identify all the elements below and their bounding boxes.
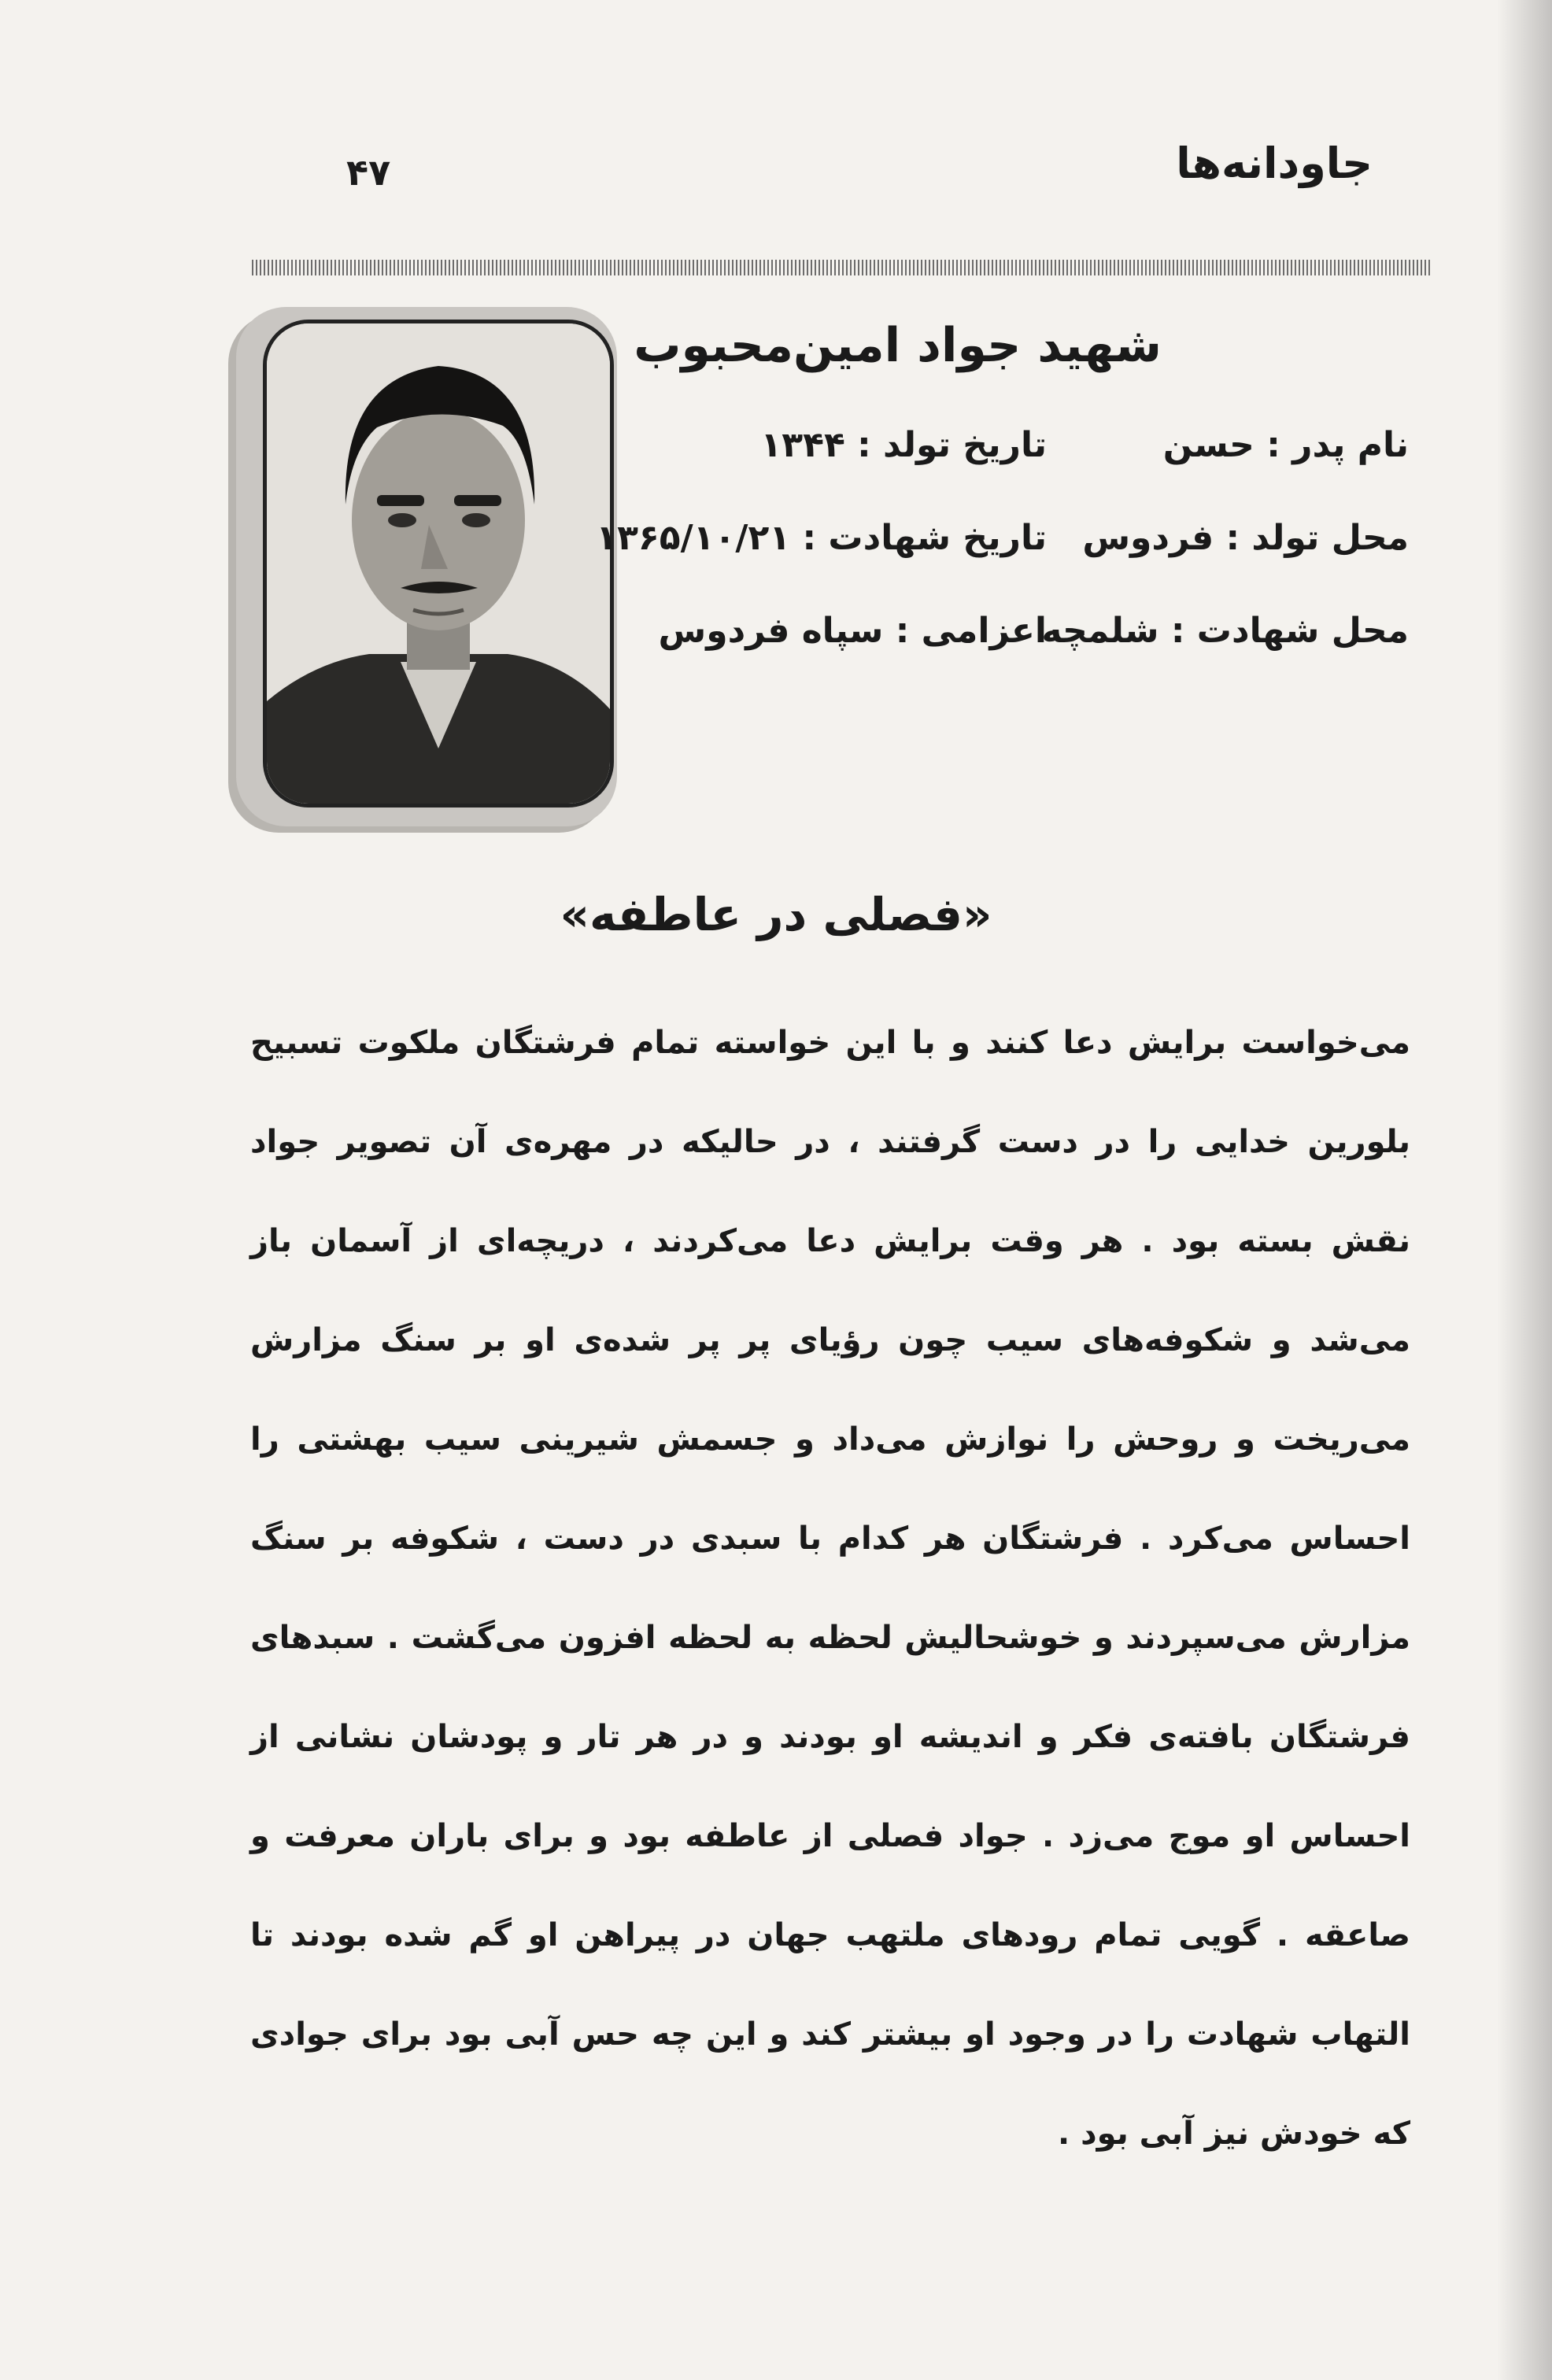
header-divider bbox=[252, 260, 1431, 275]
body-paragraph: می‌خواست برایش دعا کنند و با این خواسته تمام فرشتگان ملکوت تسبیح بلورین خدایی را در دست گرفتند ، در حالیکه در مهره‌ی آن تصویر جواد نقش بسته بود . هر وقت برایش دعا می‌کردند ، دریچه‌ای از آسمان باز می‌شد و شکوفه‌های سیب چون رؤیای پر پر شده‌ی او بر سنگ مزارش می‌ریخت و روحش را نوازش می‌داد و جسمش شیرینی سیب بهشتی را احساس می‌کرد . فرشتگان هر کدام با سبدی در دست ، شکوفه بر سنگ مزارش می‌سپردند و خوشحالیش لحظه به لحظه افزون می‌گشت . سبدهای فرشتگان بافته‌ی فکر و اندیشه او بودند و در هر تار و پودشان نشانی از احساس او موج می‌زد . جواد فصلی از عاطفه بود و برای باران معرفت و صاعقه . گویی تمام رودهای ملتهب جهان در پیراهن او گم شده بودند تا التهاب شهادت را در وجود او بیشتر کند و این چه حس آبی بود برای جوادی که خودش نیز آبی بود . bbox=[250, 1025, 1410, 2152]
birth-place: محل تولد : فردوس bbox=[1082, 518, 1409, 558]
father-name: نام پدر : حسن bbox=[1162, 425, 1409, 465]
info-row-2 bbox=[596, 518, 1409, 573]
running-title: جاودانه‌ها bbox=[1176, 139, 1373, 188]
portrait-photo-icon bbox=[267, 323, 610, 804]
portrait-frame bbox=[236, 307, 617, 826]
birth-date: تاریخ تولد : ۱۳۴۴ bbox=[760, 425, 1047, 465]
info-row-1 bbox=[622, 425, 1409, 480]
info-row-3 bbox=[622, 611, 1409, 666]
section-title: «فصلی در عاطفه» bbox=[560, 888, 992, 941]
portrait-photo bbox=[263, 320, 614, 808]
page-edge-shadow bbox=[1497, 0, 1552, 2380]
martyrdom-place: محل شهادت : شلمچه bbox=[1041, 611, 1409, 651]
martyr-name: شهید جواد امین‌محبوب bbox=[634, 318, 1162, 373]
dispatch-unit: اعزامی : سپاه فردوس bbox=[658, 611, 1047, 651]
page-number: ۴۷ bbox=[346, 151, 391, 194]
martyrdom-date: تاریخ شهادت : ۱۳۶۵/۱۰/۲۱ bbox=[596, 518, 1047, 558]
